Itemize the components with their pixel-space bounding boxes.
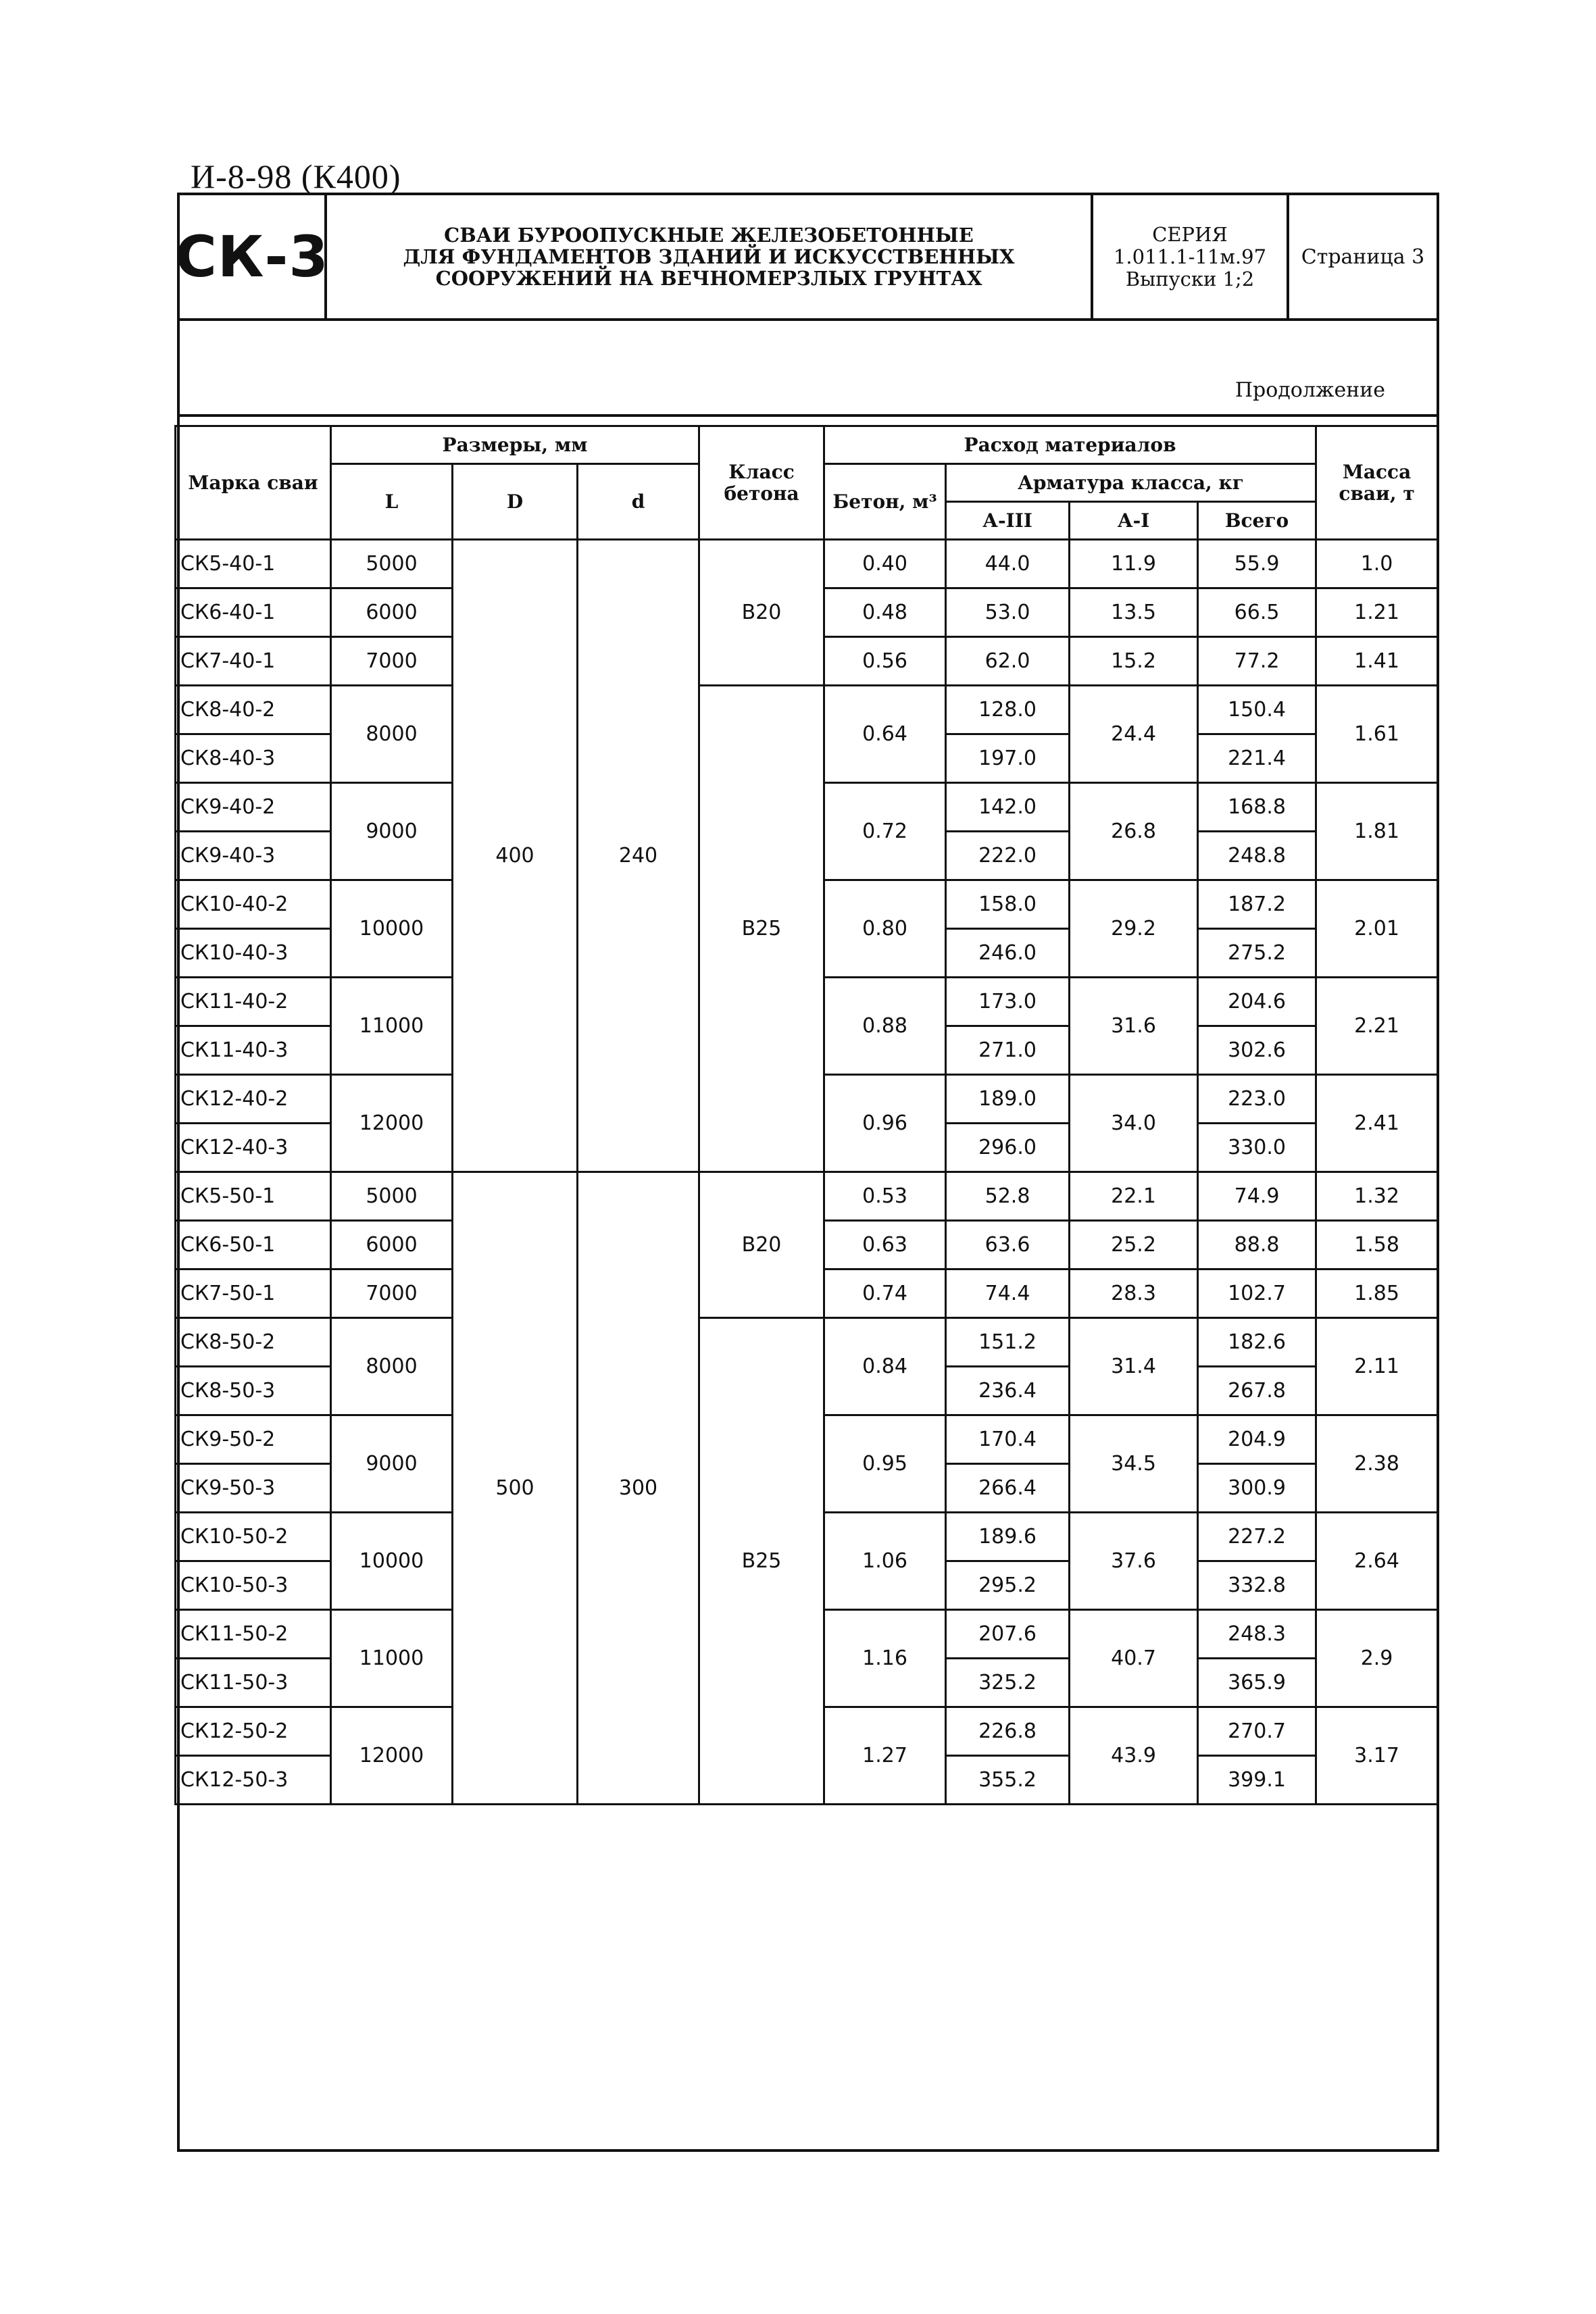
- cell-class: В25: [699, 1318, 824, 1805]
- cell-mass: 3.17: [1316, 1707, 1438, 1805]
- cell-total: 248.8: [1198, 832, 1316, 880]
- cell-mass: 1.58: [1316, 1221, 1438, 1269]
- cell-total: 332.8: [1198, 1561, 1316, 1610]
- cell-total: 223.0: [1198, 1075, 1316, 1124]
- table-row: [176, 686, 1438, 734]
- product-code: СК-3: [180, 195, 327, 318]
- cell-total: 77.2: [1198, 637, 1316, 686]
- cell-a3: 271.0: [946, 1026, 1070, 1075]
- col-d-inner-header: d: [578, 464, 699, 540]
- cell-length: 10000: [331, 1513, 453, 1610]
- cell-mass: 2.01: [1316, 880, 1438, 978]
- cell-total: 221.4: [1198, 734, 1316, 783]
- cell-total: 275.2: [1198, 929, 1316, 978]
- cell-a3: 207.6: [946, 1610, 1070, 1659]
- cell-mark: СК11-40-2: [176, 978, 331, 1026]
- cell-a3: 44.0: [946, 540, 1070, 588]
- cell-length: 5000: [331, 1172, 453, 1221]
- cell-concrete: 0.64: [824, 686, 946, 783]
- col-total-header: Всего: [1198, 502, 1316, 540]
- cell-concrete: 0.96: [824, 1075, 946, 1172]
- cell-mark: СК7-40-1: [176, 637, 331, 686]
- cell-concrete: 0.84: [824, 1318, 946, 1415]
- cell-concrete: 1.27: [824, 1707, 946, 1805]
- cell-d-outer: 500: [453, 1172, 578, 1805]
- cell-concrete: 0.48: [824, 588, 946, 637]
- col-l-header: L: [331, 464, 453, 540]
- cell-a1: 24.4: [1070, 686, 1198, 783]
- cell-total: 302.6: [1198, 1026, 1316, 1075]
- title-line: ДЛЯ ФУНДАМЕНТОВ ЗДАНИЙ И ИСКУССТВЕННЫХ: [403, 245, 1015, 268]
- cell-a1: 26.8: [1070, 783, 1198, 880]
- cell-length: 5000: [331, 540, 453, 588]
- cell-mark: СК12-50-3: [176, 1756, 331, 1805]
- cell-total: 365.9: [1198, 1659, 1316, 1707]
- cell-mark: СК8-40-3: [176, 734, 331, 783]
- cell-a3: 151.2: [946, 1318, 1070, 1367]
- title-block: [175, 195, 1437, 321]
- cell-concrete: 0.74: [824, 1269, 946, 1318]
- cell-a3: 226.8: [946, 1707, 1070, 1756]
- title-line: СООРУЖЕНИЙ НА ВЕЧНОМЕРЗЛЫХ ГРУНТАХ: [435, 267, 982, 290]
- cell-concrete: 0.80: [824, 880, 946, 978]
- cell-d-inner: 300: [578, 1172, 699, 1805]
- series-block: [1093, 195, 1289, 318]
- cell-mass: 2.11: [1316, 1318, 1438, 1415]
- table-row: [176, 1172, 1438, 1221]
- cell-a1: 43.9: [1070, 1707, 1198, 1805]
- cell-a1: 28.3: [1070, 1269, 1198, 1318]
- cell-total: 66.5: [1198, 588, 1316, 637]
- series-number: 1.011.1-11м.97: [1113, 245, 1267, 268]
- cell-concrete: 0.56: [824, 637, 946, 686]
- cell-mark: СК9-50-3: [176, 1464, 331, 1513]
- cell-concrete: 0.88: [824, 978, 946, 1075]
- cell-total: 204.9: [1198, 1415, 1316, 1464]
- cell-mark: СК12-40-2: [176, 1075, 331, 1124]
- cell-mark: СК5-40-1: [176, 540, 331, 588]
- cell-length: 8000: [331, 686, 453, 783]
- col-sizes-header: Размеры, мм: [331, 426, 699, 464]
- cell-mass: 1.81: [1316, 783, 1438, 880]
- cell-length: 7000: [331, 1269, 453, 1318]
- cell-class: В20: [699, 540, 824, 686]
- cell-total: 248.3: [1198, 1610, 1316, 1659]
- cell-a3: 325.2: [946, 1659, 1070, 1707]
- cell-mark: СК9-50-2: [176, 1415, 331, 1464]
- cell-mass: 1.0: [1316, 540, 1438, 588]
- cell-total: 55.9: [1198, 540, 1316, 588]
- cell-length: 9000: [331, 783, 453, 880]
- col-materials-header: Расход материалов: [824, 426, 1316, 464]
- cell-a1: 25.2: [1070, 1221, 1198, 1269]
- cell-mass: 1.85: [1316, 1269, 1438, 1318]
- cell-total: 204.6: [1198, 978, 1316, 1026]
- cell-a3: 74.4: [946, 1269, 1070, 1318]
- cell-a3: 158.0: [946, 880, 1070, 929]
- series-label: СЕРИЯ: [1152, 222, 1228, 246]
- cell-mark: СК8-40-2: [176, 686, 331, 734]
- cell-total: 300.9: [1198, 1464, 1316, 1513]
- cell-a3: 128.0: [946, 686, 1070, 734]
- cell-a3: 246.0: [946, 929, 1070, 978]
- cell-a3: 189.0: [946, 1075, 1070, 1124]
- table-body: [176, 540, 1438, 1805]
- col-d-outer-header: D: [453, 464, 578, 540]
- cell-total: 227.2: [1198, 1513, 1316, 1561]
- cell-mark: СК10-40-2: [176, 880, 331, 929]
- cell-mass: 2.64: [1316, 1513, 1438, 1610]
- cell-a3: 197.0: [946, 734, 1070, 783]
- cell-mass: 2.41: [1316, 1075, 1438, 1172]
- cell-total: 168.8: [1198, 783, 1316, 832]
- cell-mark: СК11-50-3: [176, 1659, 331, 1707]
- cell-mass: 1.61: [1316, 686, 1438, 783]
- cell-a1: 37.6: [1070, 1513, 1198, 1610]
- cell-a3: 170.4: [946, 1415, 1070, 1464]
- cell-mark: СК7-50-1: [176, 1269, 331, 1318]
- cell-mark: СК6-40-1: [176, 588, 331, 637]
- cell-mass: 2.38: [1316, 1415, 1438, 1513]
- cell-concrete: 0.40: [824, 540, 946, 588]
- cell-length: 8000: [331, 1318, 453, 1415]
- cell-total: 267.8: [1198, 1367, 1316, 1415]
- cell-a3: 236.4: [946, 1367, 1070, 1415]
- cell-mass: 2.9: [1316, 1610, 1438, 1707]
- cell-mass: 1.32: [1316, 1172, 1438, 1221]
- cell-mark: СК10-50-2: [176, 1513, 331, 1561]
- cell-a3: 142.0: [946, 783, 1070, 832]
- cell-a1: 31.6: [1070, 978, 1198, 1075]
- cell-mark: СК5-50-1: [176, 1172, 331, 1221]
- col-concrete-header: Бетон, м³: [824, 464, 946, 540]
- cell-a3: 52.8: [946, 1172, 1070, 1221]
- cell-a3: 355.2: [946, 1756, 1070, 1805]
- cell-mass: 1.41: [1316, 637, 1438, 686]
- cell-a3: 63.6: [946, 1221, 1070, 1269]
- col-a1-header: А-I: [1070, 502, 1198, 540]
- cell-total: 150.4: [1198, 686, 1316, 734]
- document-title: [327, 195, 1093, 318]
- cell-d-inner: 240: [578, 540, 699, 1172]
- cell-a3: 189.6: [946, 1513, 1070, 1561]
- col-a3-header: А-III: [946, 502, 1070, 540]
- materials-table: [174, 425, 1439, 1805]
- cell-a1: 34.5: [1070, 1415, 1198, 1513]
- cell-length: 11000: [331, 978, 453, 1075]
- cell-mark: СК11-50-2: [176, 1610, 331, 1659]
- col-mark-header: Марка сваи: [176, 426, 331, 540]
- col-mass-header: Масса сваи, т: [1316, 426, 1438, 540]
- cell-concrete: 1.16: [824, 1610, 946, 1707]
- cell-d-outer: 400: [453, 540, 578, 1172]
- cell-a3: 173.0: [946, 978, 1070, 1026]
- cell-length: 12000: [331, 1075, 453, 1172]
- cell-concrete: 1.06: [824, 1513, 946, 1610]
- cell-concrete: 0.53: [824, 1172, 946, 1221]
- cell-total: 399.1: [1198, 1756, 1316, 1805]
- document-code: И-8-98 (К400): [191, 157, 401, 195]
- cell-mass: 2.21: [1316, 978, 1438, 1075]
- cell-length: 7000: [331, 637, 453, 686]
- cell-a3: 222.0: [946, 832, 1070, 880]
- title-line: СВАИ БУРООПУСКНЫЕ ЖЕЛЕЗОБЕТОННЫЕ: [444, 224, 974, 247]
- cell-length: 12000: [331, 1707, 453, 1805]
- cell-a3: 266.4: [946, 1464, 1070, 1513]
- cell-length: 11000: [331, 1610, 453, 1707]
- cell-a3: 53.0: [946, 588, 1070, 637]
- cell-mark: СК8-50-2: [176, 1318, 331, 1367]
- cell-concrete: 0.95: [824, 1415, 946, 1513]
- cell-length: 9000: [331, 1415, 453, 1513]
- cell-class: В20: [699, 1172, 824, 1318]
- page-number: Страница 3: [1301, 245, 1425, 269]
- cell-total: 187.2: [1198, 880, 1316, 929]
- cell-a3: 62.0: [946, 637, 1070, 686]
- cell-mark: СК10-50-3: [176, 1561, 331, 1610]
- cell-mass: 1.21: [1316, 588, 1438, 637]
- continuation-band: [180, 321, 1437, 417]
- cell-mark: СК10-40-3: [176, 929, 331, 978]
- cell-total: 270.7: [1198, 1707, 1316, 1756]
- cell-concrete: 0.63: [824, 1221, 946, 1269]
- cell-mark: СК9-40-3: [176, 832, 331, 880]
- cell-a1: 13.5: [1070, 588, 1198, 637]
- cell-mark: СК11-40-3: [176, 1026, 331, 1075]
- cell-a3: 295.2: [946, 1561, 1070, 1610]
- cell-total: 74.9: [1198, 1172, 1316, 1221]
- cell-total: 330.0: [1198, 1124, 1316, 1172]
- cell-total: 182.6: [1198, 1318, 1316, 1367]
- cell-a1: 31.4: [1070, 1318, 1198, 1415]
- cell-length: 6000: [331, 1221, 453, 1269]
- series-issues: Выпуски 1;2: [1125, 267, 1255, 291]
- cell-mark: СК6-50-1: [176, 1221, 331, 1269]
- document-frame: [177, 193, 1439, 2152]
- cell-total: 102.7: [1198, 1269, 1316, 1318]
- cell-mark: СК8-50-3: [176, 1367, 331, 1415]
- cell-a1: 11.9: [1070, 540, 1198, 588]
- cell-mark: СК12-50-2: [176, 1707, 331, 1756]
- cell-mark: СК12-40-3: [176, 1124, 331, 1172]
- cell-concrete: 0.72: [824, 783, 946, 880]
- cell-a1: 40.7: [1070, 1610, 1198, 1707]
- cell-mark: СК9-40-2: [176, 783, 331, 832]
- cell-length: 6000: [331, 588, 453, 637]
- cell-a1: 15.2: [1070, 637, 1198, 686]
- cell-a1: 29.2: [1070, 880, 1198, 978]
- cell-total: 88.8: [1198, 1221, 1316, 1269]
- table-row: [176, 540, 1438, 588]
- cell-length: 10000: [331, 880, 453, 978]
- cell-class: В25: [699, 686, 824, 1172]
- col-rebar-header: Арматура класса, кг: [946, 464, 1316, 502]
- continuation-label: Продолжение: [1235, 378, 1385, 402]
- cell-a3: 296.0: [946, 1124, 1070, 1172]
- cell-a1: 22.1: [1070, 1172, 1198, 1221]
- table-wrapper: [174, 425, 1437, 1805]
- col-class-header: Класс бетона: [699, 426, 824, 540]
- table-row: [176, 1318, 1438, 1367]
- cell-a1: 34.0: [1070, 1075, 1198, 1172]
